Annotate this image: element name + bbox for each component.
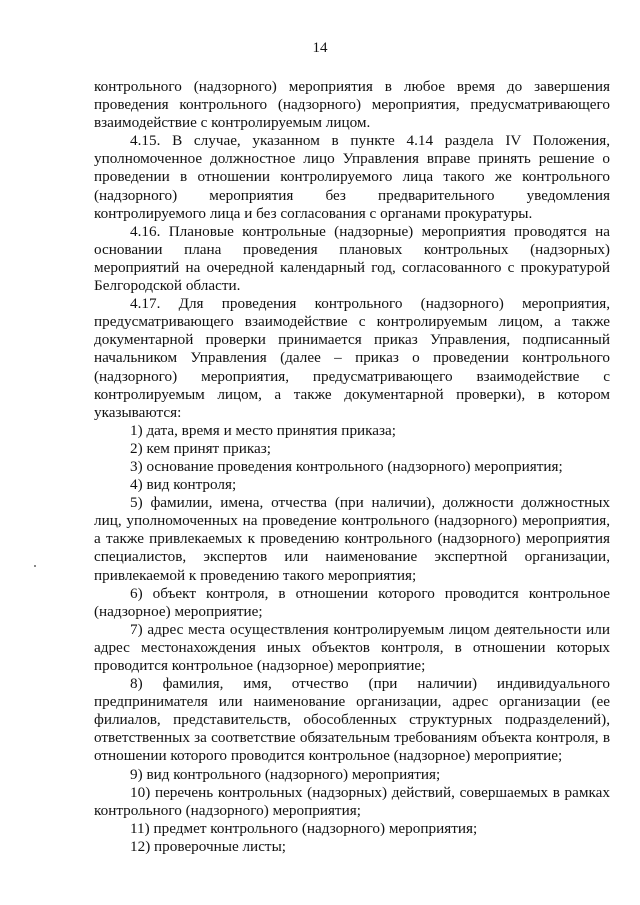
list-item-9: 9) вид контрольного (надзорного) мероприятия;: [130, 765, 441, 783]
paragraph-4-17: 4.17. Для проведения контрольного (надзорного) мероприятия, предусматривающего взаимодействие с контролируемым лицом, а также документарной проверки принимается приказ Управления, подписанный начальником Управления (далее – приказ о проведении контрольного (надзорного) мероприятия, предусматривающего взаимодействие с контролируемым лицом, а также документарной проверки), в котором указываются:: [94, 295, 610, 421]
document-body: [94, 78, 610, 856]
list-item-11: 11) предмет контрольного (надзорного) мероприятия;: [130, 819, 478, 837]
list-item-12: 12) проверочные листы;: [130, 837, 286, 855]
list-item-1: 1) дата, время и место принятия приказа;: [130, 421, 397, 439]
paragraph-continuation: контрольного (надзорного) мероприятия в любое время до завершения проведения контрольного (надзорного) мероприятия, предусматривающего взаимодействие с контролируемым лицом.: [94, 78, 610, 132]
list-item-4: 4) вид контроля;: [130, 476, 237, 494]
paragraph-4-16: 4.16. Плановые контрольные (надзорные) мероприятия проводятся на основании плана проведения плановых контрольных (надзорных) мероприятий на очередной календарный год, согласованного с прокуратурой Белгородской области.: [94, 222, 610, 295]
list-item-8: 8) фамилия, имя, отчество (при наличии) индивидуального предпринимателя или наименование организации, адрес организации (ее филиалов, представительств, обособленных структурных подразделений), ответственных за соответствие обязательным требованиям объекта контроля, в отношении которого проводится контрольное (надзорное) мероприятие;: [94, 675, 610, 765]
paragraph-4-15: 4.15. В случае, указанном в пункте 4.14 раздела IV Положения, уполномоченное должностное лицо Управления вправе принять решение о проведении в отношении контролируемого лица такого же контрольного (надзорного) мероприятия без предварительного уведомления контролируемого лица и без согласования с органами прокуратуры.: [94, 132, 610, 222]
page-number: 14: [312, 40, 328, 56]
list-item-10: 10) перечень контрольных (надзорных) действий, совершаемых в рамках контрольного (надзорного) мероприятия;: [94, 783, 610, 819]
list-item-2: 2) кем принят приказ;: [130, 439, 271, 457]
list-item-3: 3) основание проведения контрольного (надзорного) мероприятия;: [130, 457, 563, 475]
list-item-5: 5) фамилии, имена, отчества (при наличии), должности должностных лиц, уполномоченных на проведение контрольного (надзорного) мероприятия, а также привлекаемых к проведению контрольного (надзорного) мероприятия специалистов, экспертов или наименование экспертной организации, привлекаемой к проведению такого мероприятия;: [94, 494, 610, 584]
list-item-6: 6) объект контроля, в отношении которого проводится контрольное (надзорное) мероприятие;: [94, 584, 610, 620]
list-item-7: 7) адрес места осуществления контролируемым лицом деятельности или адрес местонахождения иных объектов контроля, в отношении которых проводится контрольное (надзорное) мероприятие;: [94, 620, 610, 674]
scan-speck: [34, 565, 36, 567]
